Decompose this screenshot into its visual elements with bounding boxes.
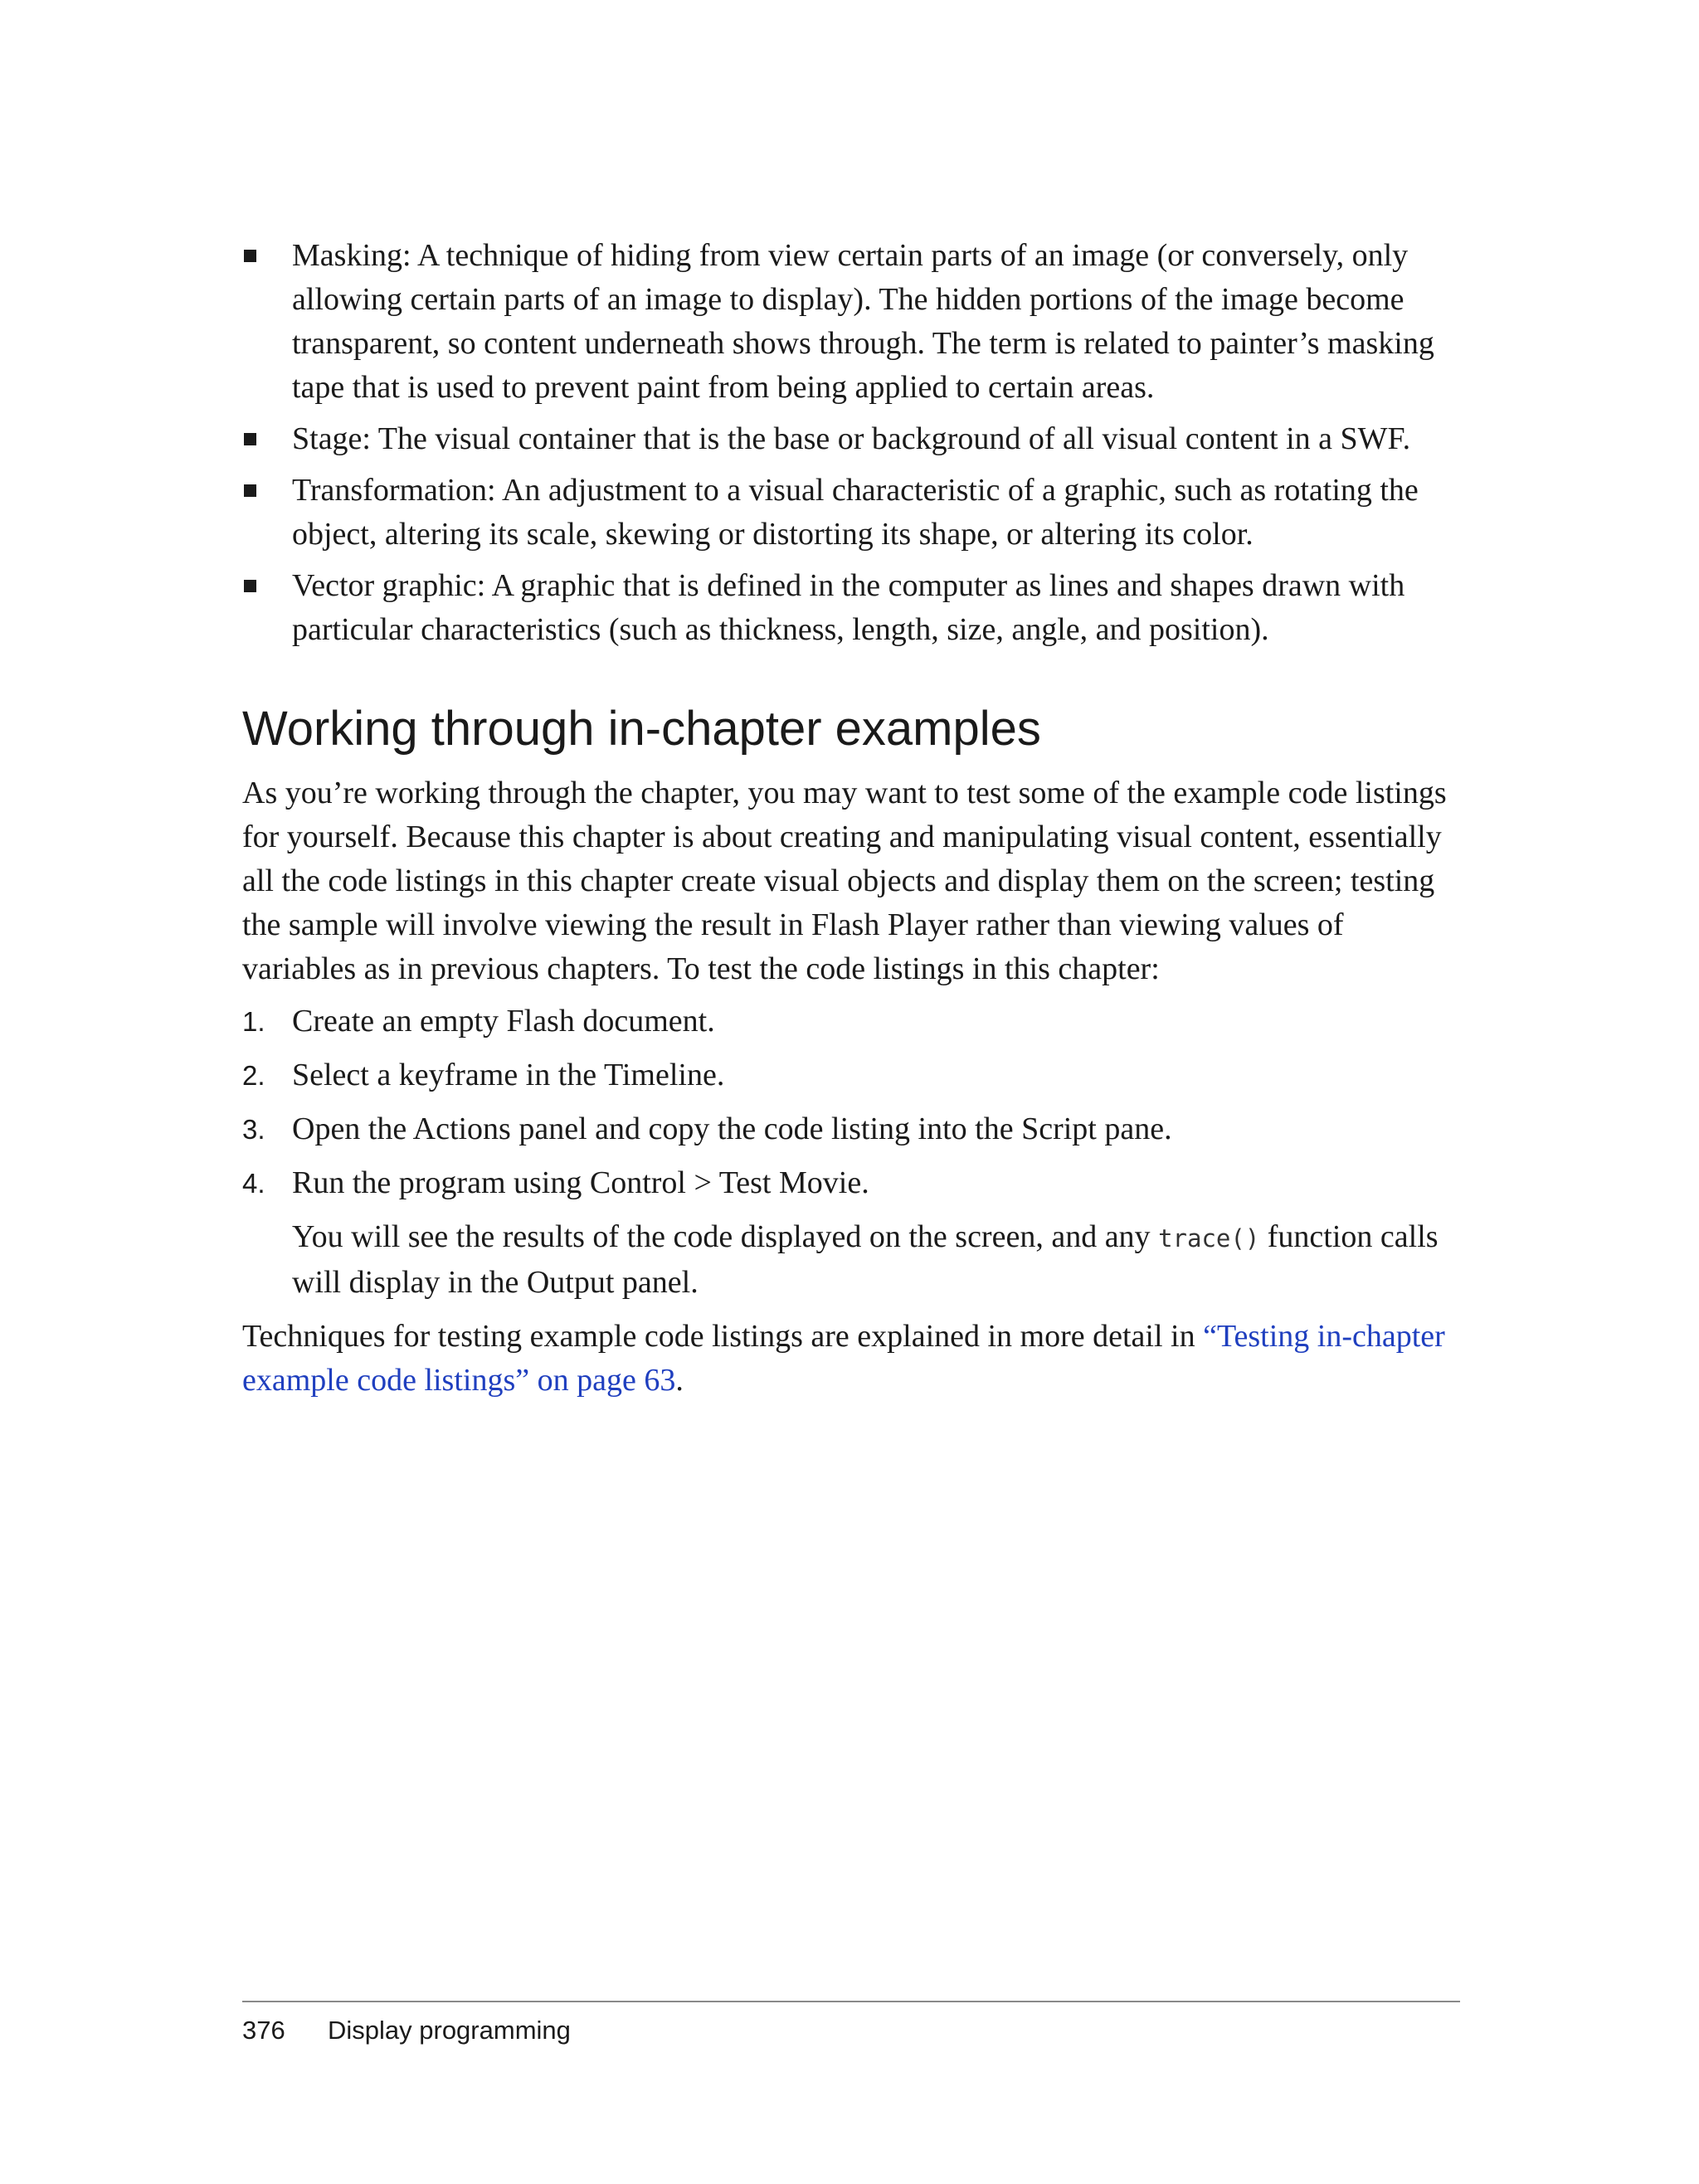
glossary-item: [242, 234, 1460, 410]
section-heading: Working through in-chapter examples: [242, 702, 1041, 756]
step-item: [242, 1053, 1460, 1097]
closing-paragraph: [242, 1315, 1460, 1403]
glossary-item: [242, 469, 1460, 557]
page-content: [242, 234, 1460, 1403]
square-bullet-icon: [244, 250, 256, 262]
intro-paragraph: As you’re working through the chapter, you may want to test some of the example code listings for yourself. Because this chapter is about creating and manipulating visual content, essentially all the code listings in this chapter create visual objects and display them on the screen; testing the sample will involve viewing the result in Flash Player rather than viewing values of variables as in previous chapters. To test the code listings in this chapter:: [242, 776, 1447, 986]
steps-list: [242, 1000, 1460, 1205]
glossary-list: [242, 234, 1460, 652]
result-note-after: function calls will display in the Output panel.: [292, 1219, 1439, 1300]
glossary-item: [242, 417, 1460, 461]
step-item: [242, 1000, 1460, 1043]
glossary-item-text: Vector graphic: A graphic that is defined in the computer as lines and shapes drawn with particular characteristics (such as thickness, length, size, angle, and position).: [292, 568, 1405, 647]
closing-period: .: [675, 1363, 684, 1398]
result-note: [242, 1215, 1460, 1305]
step-number: 3.: [242, 1114, 265, 1145]
step-item: [242, 1107, 1460, 1151]
glossary-item: [242, 564, 1460, 652]
step-number: 4.: [242, 1168, 265, 1199]
trace-code: trace(): [1158, 1224, 1260, 1253]
page-number: 376: [242, 2016, 285, 2045]
glossary-item-text: Masking: A technique of hiding from view certain parts of an image (or conversely, only allowing certain parts of an image to display). The hidden portions of the image become transparent, so content underneath shows through. The term is related to painter’s masking tape that is used to prevent paint from being applied to certain areas.: [292, 238, 1434, 405]
page-footer: [242, 2001, 1460, 2045]
glossary-item-text: Stage: The visual container that is the base or background of all visual content in a SWF.: [292, 421, 1411, 456]
square-bullet-icon: [244, 484, 256, 497]
step-item: [242, 1161, 1460, 1205]
step-text: Open the Actions panel and copy the code listing into the Script pane.: [292, 1111, 1172, 1146]
cross-reference-link[interactable]: “Testing in-chapter example code listings” on page 63: [242, 1319, 1445, 1398]
step-text: Select a keyframe in the Timeline.: [292, 1058, 725, 1092]
square-bullet-icon: [244, 433, 256, 445]
step-text: Run the program using Control > Test Movie.: [292, 1165, 869, 1200]
glossary-item-text: Transformation: An adjustment to a visual characteristic of a graphic, such as rotating the object, altering its scale, skewing or distorting its shape, or altering its color.: [292, 473, 1419, 552]
step-number: 2.: [242, 1060, 265, 1091]
result-note-before: You will see the results of the code displayed on the screen, and any: [292, 1219, 1159, 1254]
square-bullet-icon: [244, 580, 256, 592]
step-number: 1.: [242, 1006, 265, 1037]
step-text: Create an empty Flash document.: [292, 1004, 715, 1038]
closing-text: Techniques for testing example code listings are explained in more detail in: [242, 1319, 1204, 1354]
chapter-title: Display programming: [328, 2016, 571, 2045]
